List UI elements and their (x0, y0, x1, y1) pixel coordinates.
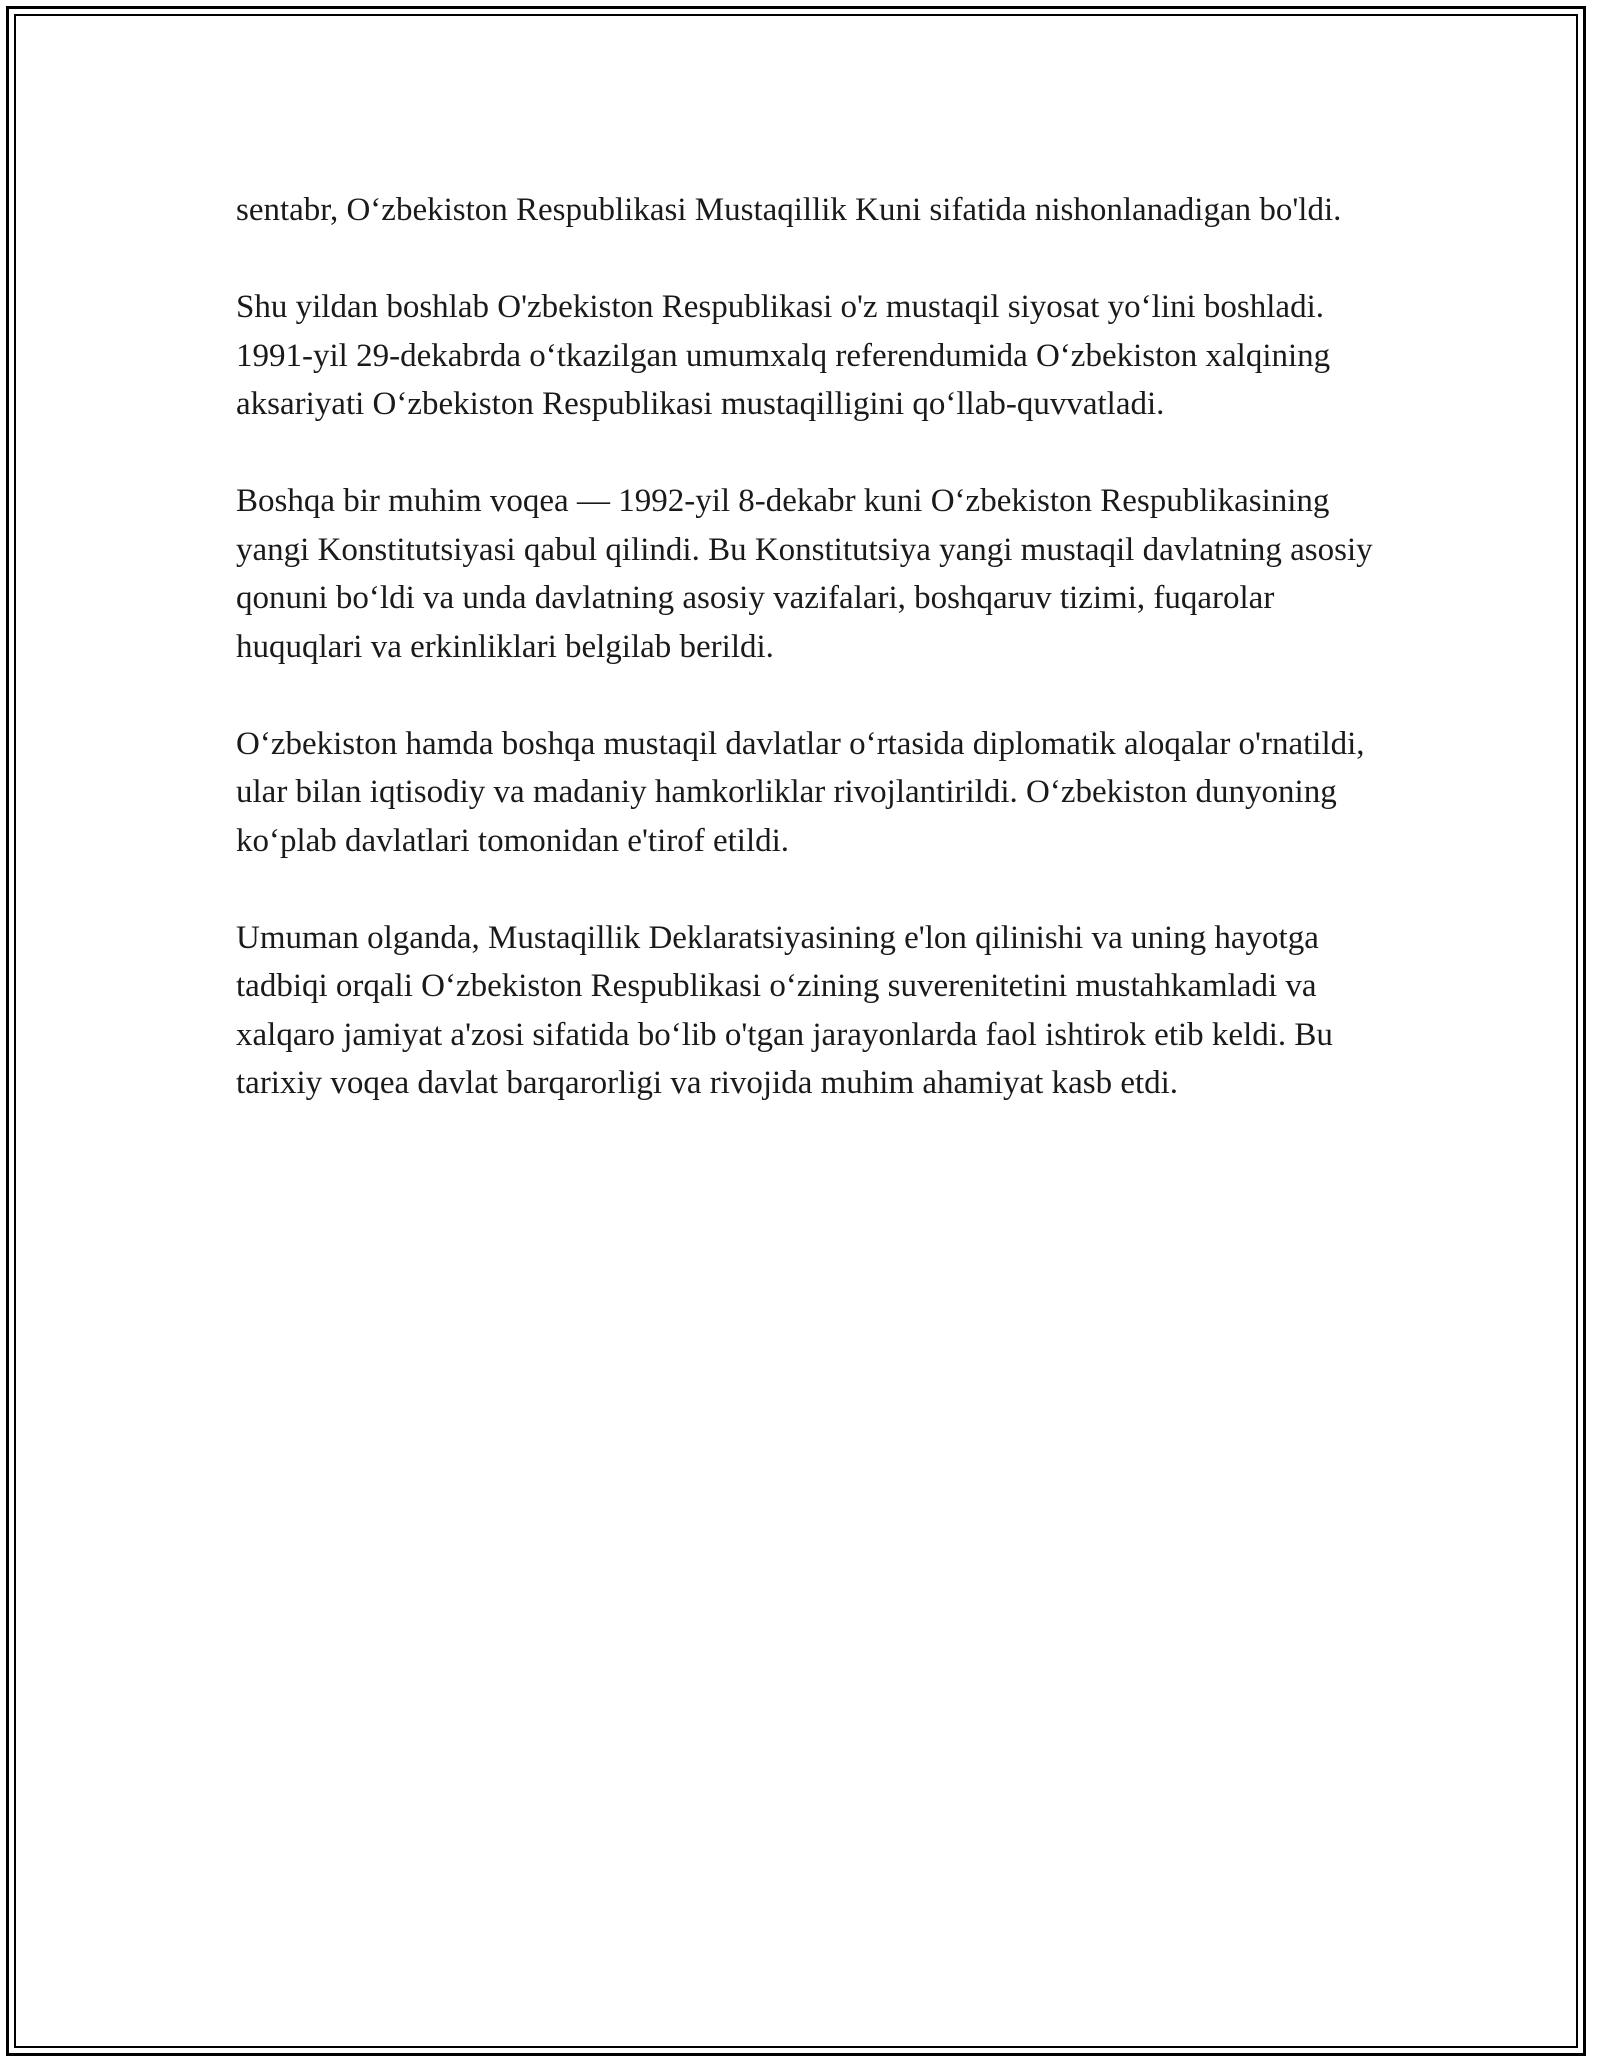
paragraph-4: O‘zbekiston hamda boshqa mustaqil davlatlar o‘rtasida diplomatik aloqalar o'rnatildi, ular bilan iqtisodiy va madaniy hamkorliklar rivojlantirildi. O‘zbekiston dunyoning ko‘plab davlatlari tomonidan e'tirof etildi. (236, 725, 1365, 859)
paragraph-3: Boshqa bir muhim voqea — 1992-yil 8-dekabr kuni O‘zbekiston Respublikasining yangi Konstitutsiyasi qabul qilindi. Bu Konstitutsiya yangi mustaqil davlatning asosiy qonuni bo‘ldi va unda davlatning asosiy vazifalari, boshqaruv tizimi, fuqarolar huquqlari va erkinliklari belgilab berildi. (236, 483, 1373, 665)
paragraph-2: Shu yildan boshlab O'zbekiston Respublikasi o'z mustaqil siyosat yo‘lini boshladi. 1991-yil 29-dekabrda o‘tkazilgan umumxalq referendumida O‘zbekiston xalqining aksariyati O‘zbekiston Respublikasi mustaqilligini qo‘llab-quvvatladi. (236, 289, 1331, 422)
paragraph-5: Umuman olganda, Mustaqillik Deklaratsiyasining e'lon qilinishi va uning hayotga tadbiqi orqali O‘zbekiston Respublikasi o‘zining suverenitetini mustahkamladi va xalqaro jamiyat a'zosi sifatida bo‘lib o'tgan jarayonlarda faol ishtirok etib keldi. Bu tarixiy voqea davlat barqarorligi va rivojida muhim ahamiyat kasb etdi. (236, 919, 1333, 1101)
paragraph-1: sentabr, O‘zbekiston Respublikasi Mustaqillik Kuni sifatida nishonlanadigan bo'ldi. (236, 192, 1342, 228)
document-body (236, 186, 1386, 1156)
